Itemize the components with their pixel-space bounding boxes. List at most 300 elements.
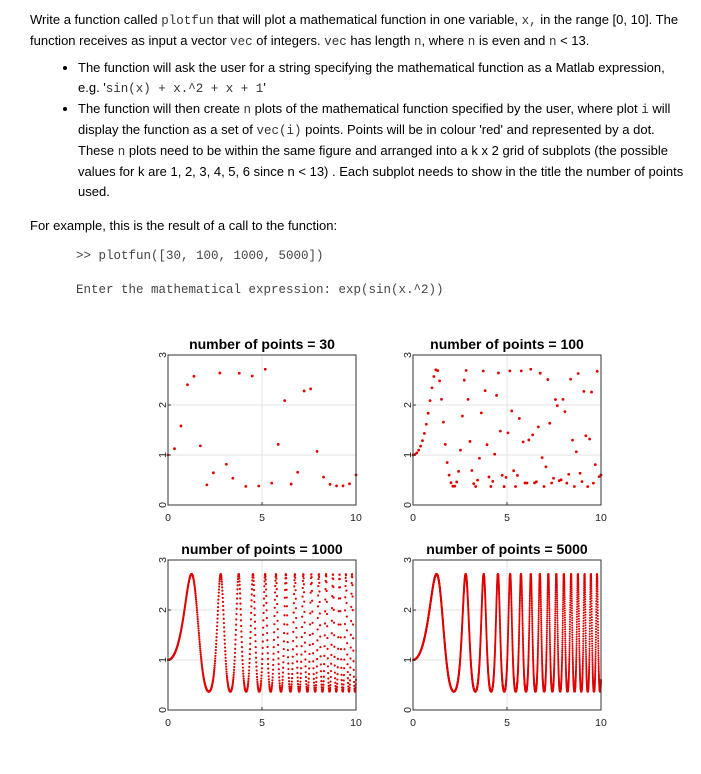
data-point: [215, 646, 217, 648]
data-point: [248, 662, 250, 664]
data-point: [274, 591, 276, 593]
data-point: [247, 678, 249, 680]
y-tick-label: 0: [402, 502, 414, 508]
data-point: [546, 601, 548, 603]
data-point: [541, 635, 543, 637]
data-point: [200, 653, 202, 655]
data-point: [310, 573, 312, 575]
data-point: [564, 410, 567, 413]
data-point: [278, 668, 280, 670]
data-point: [546, 613, 548, 615]
data-point: [340, 667, 342, 669]
data-point: [329, 689, 331, 691]
data-point: [340, 648, 342, 650]
data-point: [267, 658, 269, 660]
data-point: [294, 577, 296, 579]
data-point: [304, 621, 306, 623]
data-point: [538, 603, 540, 605]
data-point: [241, 659, 243, 661]
x-tick-label: 0: [410, 512, 416, 524]
data-point: [311, 590, 313, 592]
data-point: [287, 641, 289, 643]
data-point: [319, 646, 321, 648]
data-point: [344, 596, 346, 598]
data-point: [546, 611, 548, 613]
data-point: [315, 684, 317, 686]
data-point: [440, 398, 443, 401]
data-point: [540, 614, 542, 616]
data-point: [330, 654, 332, 656]
data-point: [318, 590, 320, 592]
data-point: [322, 476, 325, 479]
data-point: [520, 369, 523, 372]
code-example: sin(x) + x.^2 + x + 1: [105, 82, 264, 96]
data-point: [349, 666, 351, 668]
data-point: [546, 643, 548, 645]
data-point: [277, 443, 280, 446]
data-point: [450, 481, 453, 484]
data-point: [199, 641, 201, 643]
data-point: [346, 642, 348, 644]
data-point: [266, 632, 268, 634]
data-point: [254, 634, 256, 636]
data-point: [286, 596, 288, 598]
data-point: [197, 625, 199, 627]
data-point: [307, 681, 309, 683]
data-point: [324, 588, 326, 590]
data-point: [240, 630, 242, 632]
data-point: [263, 580, 265, 582]
data-point: [303, 583, 305, 585]
data-point: [329, 483, 332, 486]
data-point: [268, 675, 270, 677]
data-point: [277, 657, 279, 659]
data-point: [277, 628, 279, 630]
data-point: [308, 678, 310, 680]
data-point: [293, 612, 295, 614]
data-point: [549, 624, 551, 626]
data-point: [353, 676, 355, 678]
data-point: [249, 648, 251, 650]
data-point: [540, 626, 542, 628]
data-point: [549, 630, 551, 632]
data-point: [531, 628, 533, 630]
data-point: [236, 597, 238, 599]
y-tick-label: 3: [402, 352, 414, 358]
data-point: [344, 623, 346, 625]
data-point: [238, 580, 240, 582]
data-point: [198, 636, 200, 638]
code-x: x,: [521, 14, 537, 28]
data-point: [537, 634, 539, 636]
data-point: [256, 673, 258, 675]
data-point: [274, 599, 276, 601]
data-point: [290, 686, 292, 688]
data-point: [529, 601, 531, 603]
data-point: [541, 456, 544, 459]
data-point: [538, 623, 540, 625]
data-point: [292, 640, 294, 642]
data-point: [329, 684, 331, 686]
data-point: [324, 610, 326, 612]
data-point: [317, 594, 319, 596]
data-point: [548, 591, 550, 593]
data-point: [297, 685, 299, 687]
subplot-3: [140, 535, 385, 745]
data-point: [291, 677, 293, 679]
data-point: [233, 663, 235, 665]
data-point: [318, 582, 320, 584]
data-point: [248, 666, 250, 668]
data-point: [261, 658, 263, 660]
data-point: [549, 632, 551, 634]
x-tick-label: 10: [595, 512, 607, 524]
data-point: [290, 483, 293, 486]
data-point: [283, 648, 285, 650]
data-point: [244, 485, 247, 488]
data-point: [548, 611, 550, 613]
data-point: [266, 639, 268, 641]
data-point: [275, 582, 277, 584]
data-point: [319, 624, 321, 626]
data-point: [340, 658, 342, 660]
data-point: [238, 577, 240, 579]
data-point: [334, 677, 336, 679]
data-point: [239, 584, 241, 586]
data-point: [327, 682, 329, 684]
data-point: [340, 674, 342, 676]
data-point: [268, 678, 270, 680]
intro-text: , where: [421, 33, 468, 48]
data-point: [240, 619, 242, 621]
data-point: [221, 578, 223, 580]
data-point: [293, 593, 295, 595]
data-point: [459, 449, 462, 452]
data-point: [346, 629, 348, 631]
data-point: [312, 667, 314, 669]
data-point: [260, 684, 262, 686]
data-point: [323, 655, 325, 657]
data-point: [531, 599, 533, 601]
data-point: [324, 634, 326, 636]
data-point: [222, 601, 224, 603]
data-point: [266, 609, 268, 611]
assignment-text: [30, 10, 690, 304]
data-point: [331, 620, 333, 622]
data-point: [565, 482, 568, 485]
data-point: [512, 469, 515, 472]
data-point: [248, 675, 250, 677]
data-point: [286, 624, 288, 626]
intro-text: that will plot a mathematical function in one variable,: [213, 12, 522, 27]
data-point: [216, 618, 218, 620]
data-point: [295, 627, 297, 629]
data-point: [304, 665, 306, 667]
data-point: [301, 605, 303, 607]
data-point: [320, 663, 322, 665]
data-point: [540, 618, 542, 620]
data-point: [333, 622, 335, 624]
data-point: [560, 478, 563, 481]
x-tick-label: 5: [259, 717, 265, 729]
data-point: [265, 602, 267, 604]
data-point: [308, 653, 310, 655]
data-point: [549, 626, 551, 628]
data-point: [349, 657, 351, 659]
data-point: [337, 666, 339, 668]
data-point: [267, 668, 269, 670]
data-point: [265, 595, 267, 597]
data-point: [173, 447, 176, 450]
data-point: [531, 617, 533, 619]
data-point: [224, 639, 226, 641]
data-point: [469, 440, 472, 443]
data-point: [537, 636, 539, 638]
data-point: [531, 621, 533, 623]
data-point: [215, 652, 217, 654]
data-point: [529, 613, 531, 615]
data-point: [531, 433, 534, 436]
data-point: [352, 609, 354, 611]
data-point: [425, 423, 428, 426]
data-point: [287, 656, 289, 658]
data-point: [285, 577, 287, 579]
data-point: [225, 668, 227, 670]
data-point: [296, 471, 299, 474]
data-point: [216, 621, 218, 623]
data-point: [529, 606, 531, 608]
data-point: [233, 674, 235, 676]
data-point: [309, 387, 312, 390]
data-point: [312, 660, 314, 662]
data-point: [277, 636, 279, 638]
data-point: [583, 390, 586, 393]
data-point: [540, 598, 542, 600]
data-point: [594, 463, 597, 466]
bullet-text: points. Points will be in colour 'red' and represented by a dot. These: [78, 122, 655, 158]
data-point: [195, 602, 197, 604]
data-point: [538, 613, 540, 615]
data-point: [330, 663, 332, 665]
data-point: [235, 618, 237, 620]
data-point: [263, 612, 265, 614]
data-point: [431, 386, 434, 389]
data-point: [343, 679, 345, 681]
data-point: [342, 683, 344, 685]
data-point: [304, 650, 306, 652]
data-point: [325, 573, 327, 575]
data-point: [223, 622, 225, 624]
data-point: [271, 679, 273, 681]
data-point: [415, 452, 418, 455]
data-point: [196, 605, 198, 607]
data-point: [345, 590, 347, 592]
data-point: [336, 678, 338, 680]
data-point: [265, 588, 267, 590]
code-n: n: [117, 145, 126, 159]
data-point: [274, 585, 276, 587]
subplot-svg: [385, 330, 630, 535]
data-point: [288, 683, 290, 685]
data-point: [284, 597, 286, 599]
data-point: [206, 483, 209, 486]
data-point: [197, 620, 199, 622]
data-point: [221, 586, 223, 588]
y-tick-label: 1: [157, 657, 169, 663]
code-vec: vec: [230, 35, 253, 49]
data-point: [198, 639, 200, 641]
data-point: [501, 474, 504, 477]
data-point: [274, 607, 276, 609]
data-point: [214, 655, 216, 657]
data-point: [215, 636, 217, 638]
data-point: [351, 582, 353, 584]
data-point: [352, 650, 354, 652]
data-point: [505, 476, 508, 479]
data-point: [235, 629, 237, 631]
intro-paragraph: [30, 10, 690, 52]
data-point: [345, 602, 347, 604]
data-point: [548, 609, 550, 611]
data-point: [214, 662, 216, 664]
data-point: [266, 617, 268, 619]
subplot-svg: [385, 535, 630, 740]
data-point: [296, 645, 298, 647]
bullet-text: plots need to be within the same figure and arranged into a k x 2 grid of subplots (the possible values for k are 1, 2, 3, 4, 5, 6 since n < 13) . Each subplot needs to show in the title the number of points used.: [78, 143, 684, 199]
data-point: [236, 608, 238, 610]
data-point: [297, 683, 299, 685]
intro-text: in the range [0, 10]. The function receives as input a vector: [30, 12, 679, 48]
data-point: [577, 372, 580, 375]
data-point: [283, 614, 285, 616]
requirements-list: [30, 58, 690, 202]
data-point: [293, 602, 295, 604]
data-point: [250, 618, 252, 620]
data-point: [253, 601, 255, 603]
data-point: [546, 622, 548, 624]
data-point: [537, 638, 539, 640]
data-point: [540, 631, 542, 633]
data-point: [250, 599, 252, 601]
data-point: [281, 686, 283, 688]
data-point: [573, 485, 576, 488]
data-point: [303, 591, 305, 593]
data-point: [532, 635, 534, 637]
data-point: [532, 633, 534, 635]
data-point: [427, 412, 430, 415]
data-point: [538, 607, 540, 609]
data-point: [199, 647, 201, 649]
data-point: [199, 444, 202, 447]
command-line: >> plotfun([30, 100, 1000, 5000]): [76, 249, 324, 263]
data-point: [343, 658, 345, 660]
data-point: [549, 638, 551, 640]
data-point: [218, 595, 220, 597]
data-point: [538, 601, 540, 603]
data-point: [548, 590, 550, 592]
data-point: [308, 667, 310, 669]
data-point: [333, 646, 335, 648]
data-point: [478, 457, 481, 460]
data-point: [545, 465, 548, 468]
data-point: [324, 598, 326, 600]
data-point: [293, 579, 295, 581]
data-point: [311, 582, 313, 584]
data-point: [268, 681, 270, 683]
data-point: [264, 368, 267, 371]
data-point: [549, 645, 551, 647]
data-point: [343, 648, 345, 650]
data-point: [249, 658, 251, 660]
data-point: [549, 644, 551, 646]
data-point: [489, 485, 492, 488]
data-point: [540, 604, 542, 606]
data-point: [180, 425, 183, 428]
data-point: [528, 621, 530, 623]
data-point: [257, 485, 260, 488]
data-point: [531, 603, 533, 605]
data-point: [333, 656, 335, 658]
data-point: [341, 679, 343, 681]
data-point: [339, 610, 341, 612]
data-point: [242, 670, 244, 672]
data-point: [351, 573, 353, 575]
data-point: [546, 632, 548, 634]
data-point: [294, 589, 296, 591]
data-point: [265, 578, 267, 580]
data-point: [531, 624, 533, 626]
data-point: [336, 686, 338, 688]
data-point: [316, 672, 318, 674]
data-point: [537, 630, 539, 632]
data-point: [455, 481, 458, 484]
data-point: [276, 603, 278, 605]
data-point: [226, 675, 228, 677]
data-point: [592, 482, 595, 485]
data-point: [352, 637, 354, 639]
data-point: [327, 665, 329, 667]
data-point: [334, 664, 336, 666]
data-point: [309, 612, 311, 614]
data-point: [432, 375, 435, 378]
data-point: [288, 680, 290, 682]
data-point: [195, 594, 197, 596]
data-point: [231, 477, 234, 480]
data-point: [272, 659, 274, 661]
x-tick-label: 5: [259, 512, 265, 524]
data-point: [526, 482, 529, 485]
data-point: [331, 632, 333, 634]
data-point: [295, 617, 297, 619]
data-point: [196, 607, 198, 609]
data-point: [537, 639, 539, 641]
data-point: [442, 421, 445, 424]
data-point: [320, 684, 322, 686]
data-point: [541, 642, 543, 644]
data-point: [283, 399, 286, 402]
data-point: [529, 368, 532, 371]
data-point: [232, 676, 234, 678]
data-point: [253, 589, 255, 591]
data-point: [271, 682, 273, 684]
code-n: n: [467, 35, 476, 49]
data-point: [581, 480, 584, 483]
data-point: [537, 628, 539, 630]
data-point: [296, 660, 298, 662]
x-tick-label: 10: [350, 717, 362, 729]
data-point: [336, 673, 338, 675]
data-point: [311, 611, 313, 613]
